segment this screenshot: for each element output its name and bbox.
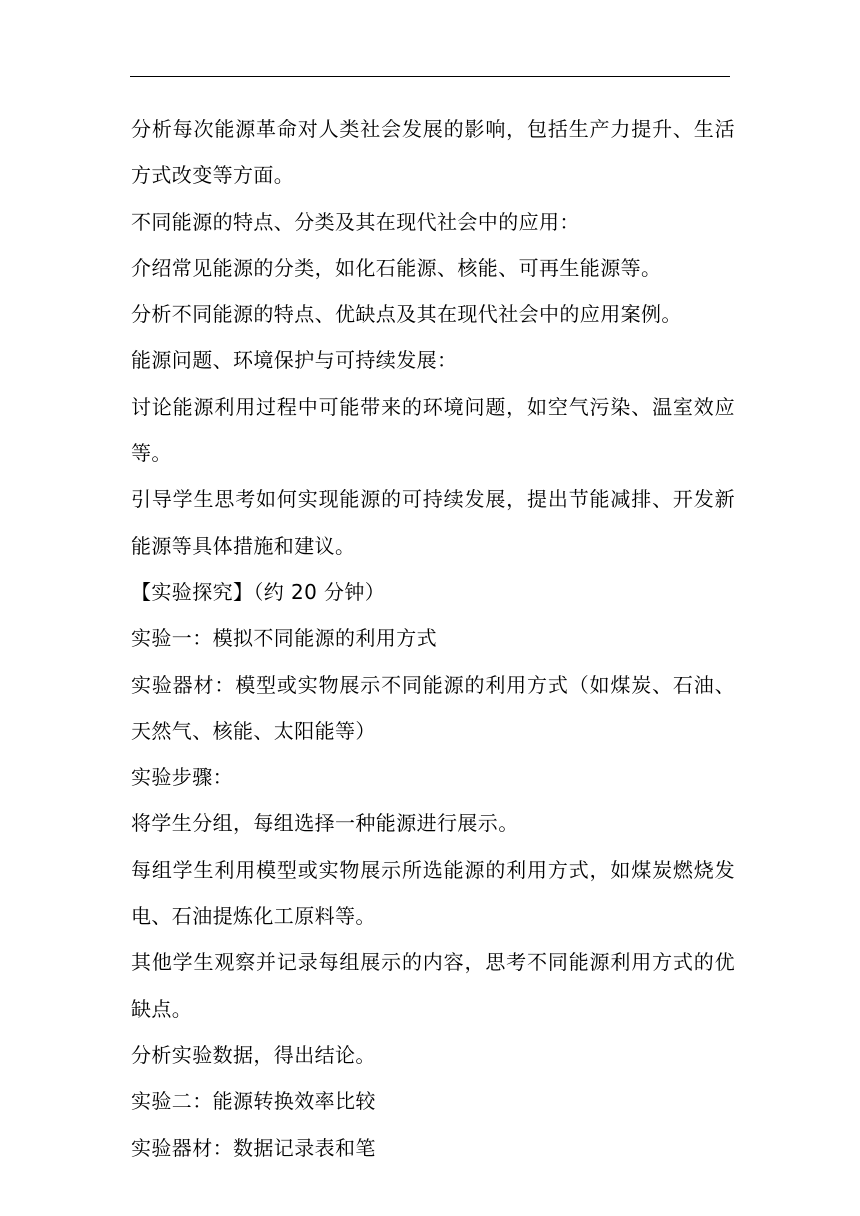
paragraph-sustainable-measures: 引导学生思考如何实现能源的可持续发展，提出节能减排、开发新能源等具体措施和建议。 bbox=[131, 487, 735, 558]
heading-experiment-steps: 实验步骤： bbox=[131, 765, 233, 790]
paragraph-experiment-one-materials: 实验器材：模型或实物展示不同能源的利用方式（如煤炭、石油、天然气、核能、太阳能等） bbox=[131, 672, 735, 743]
paragraph-experiment-two-materials: 实验器材：数据记录表和笔 bbox=[131, 1135, 376, 1160]
heading-experiment-section: 【实验探究】（约 20 分钟） bbox=[131, 579, 386, 604]
header-rule bbox=[130, 76, 730, 77]
heading-experiment-one: 实验一：模拟不同能源的利用方式 bbox=[131, 626, 437, 651]
paragraph-step-observation: 其他学生观察并记录每组展示的内容，思考不同能源利用方式的优缺点。 bbox=[131, 950, 735, 1021]
paragraph-energy-classification: 介绍常见能源的分类，如化石能源、核能、可再生能源等。 bbox=[131, 255, 662, 280]
document-body bbox=[131, 106, 735, 1171]
paragraph-step-grouping: 将学生分组，每组选择一种能源进行展示。 bbox=[131, 811, 519, 836]
paragraph-energy-features: 分析不同能源的特点、优缺点及其在现代社会中的应用案例。 bbox=[131, 302, 682, 327]
paragraph-revolution-impact: 分析每次能源革命对人类社会发展的影响，包括生产力提升、生活方式改变等方面。 bbox=[131, 117, 735, 188]
heading-energy-types: 不同能源的特点、分类及其在现代社会中的应用： bbox=[131, 209, 580, 234]
heading-sustainability: 能源问题、环境保护与可持续发展： bbox=[131, 348, 458, 373]
heading-experiment-two: 实验二：能源转换效率比较 bbox=[131, 1089, 376, 1114]
paragraph-step-demonstration: 每组学生利用模型或实物展示所选能源的利用方式，如煤炭燃烧发电、石油提炼化工原料等。 bbox=[131, 857, 735, 929]
paragraph-step-conclusion: 分析实验数据，得出结论。 bbox=[131, 1042, 376, 1067]
paragraph-environment-issues: 讨论能源利用过程中可能带来的环境问题，如空气污染、温室效应等。 bbox=[131, 394, 735, 466]
